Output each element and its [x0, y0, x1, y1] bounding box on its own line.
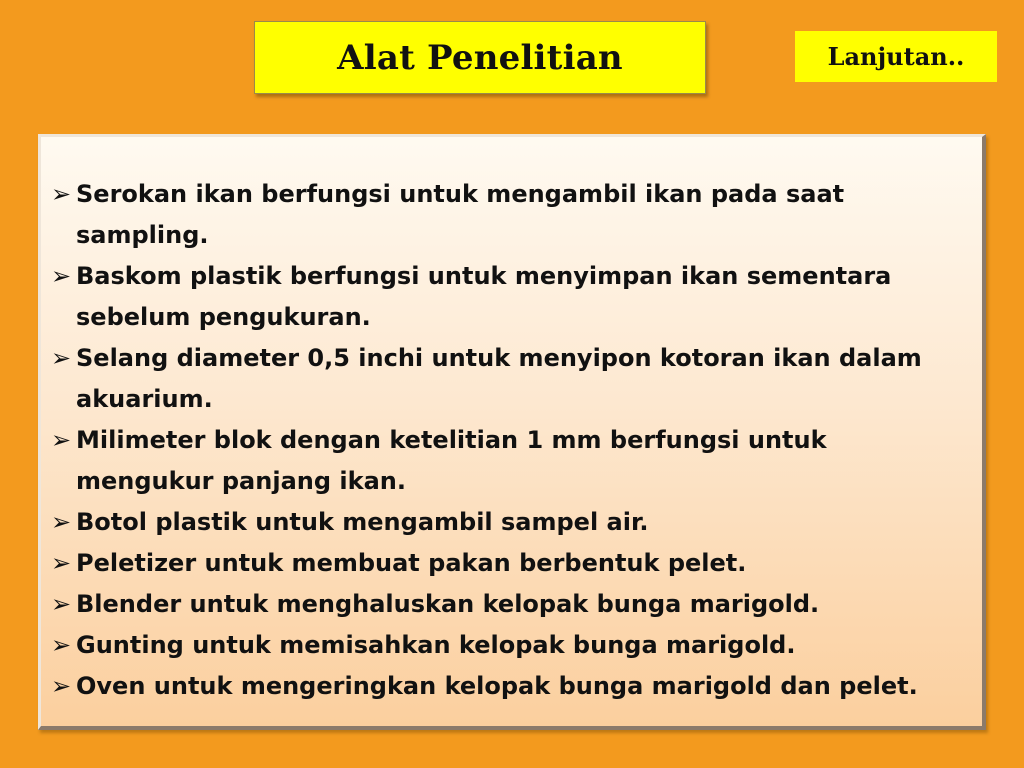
arrow-bullet-icon: ➢: [51, 344, 72, 372]
list-item: [51, 625, 966, 666]
list-item-text: Milimeter blok dengan ketelitian 1 mm berfungsi untuk mengukur panjang ikan.: [76, 426, 827, 495]
arrow-bullet-icon: ➢: [51, 672, 72, 700]
list-item-text: Peletizer untuk membuat pakan berbentuk pelet.: [76, 549, 747, 577]
arrow-bullet-icon: ➢: [51, 631, 72, 659]
slide-title: Alat Penelitian: [337, 37, 623, 78]
list-item: [51, 584, 966, 625]
list-item: [51, 256, 966, 338]
arrow-bullet-icon: ➢: [51, 180, 72, 208]
list-item-text: Serokan ikan berfungsi untuk mengambil ikan pada saat sampling.: [76, 180, 845, 249]
list-item-text: Selang diameter 0,5 inchi untuk menyipon kotoran ikan dalam akuarium.: [76, 344, 922, 413]
list-item: [51, 420, 966, 502]
list-item-text: Botol plastik untuk mengambil sampel air.: [76, 508, 649, 536]
arrow-bullet-icon: ➢: [51, 508, 72, 536]
list-item-text: Blender untuk menghaluskan kelopak bunga marigold.: [76, 590, 820, 618]
equipment-list: [51, 174, 966, 707]
list-item: [51, 666, 966, 707]
list-item: [51, 502, 966, 543]
list-item: [51, 338, 966, 420]
title-box: [254, 21, 706, 94]
list-item: [51, 174, 966, 256]
list-item: [51, 543, 966, 584]
list-item-text: Gunting untuk memisahkan kelopak bunga marigold.: [76, 631, 796, 659]
list-item-text: Oven untuk mengeringkan kelopak bunga marigold dan pelet.: [76, 672, 918, 700]
arrow-bullet-icon: ➢: [51, 549, 72, 577]
continued-label-box: [795, 31, 997, 82]
content-panel: [38, 134, 986, 730]
arrow-bullet-icon: ➢: [51, 426, 72, 454]
arrow-bullet-icon: ➢: [51, 590, 72, 618]
arrow-bullet-icon: ➢: [51, 262, 72, 290]
list-item-text: Baskom plastik berfungsi untuk menyimpan ikan sementara sebelum pengukuran.: [76, 262, 892, 331]
continued-label: Lanjutan..: [827, 42, 965, 71]
